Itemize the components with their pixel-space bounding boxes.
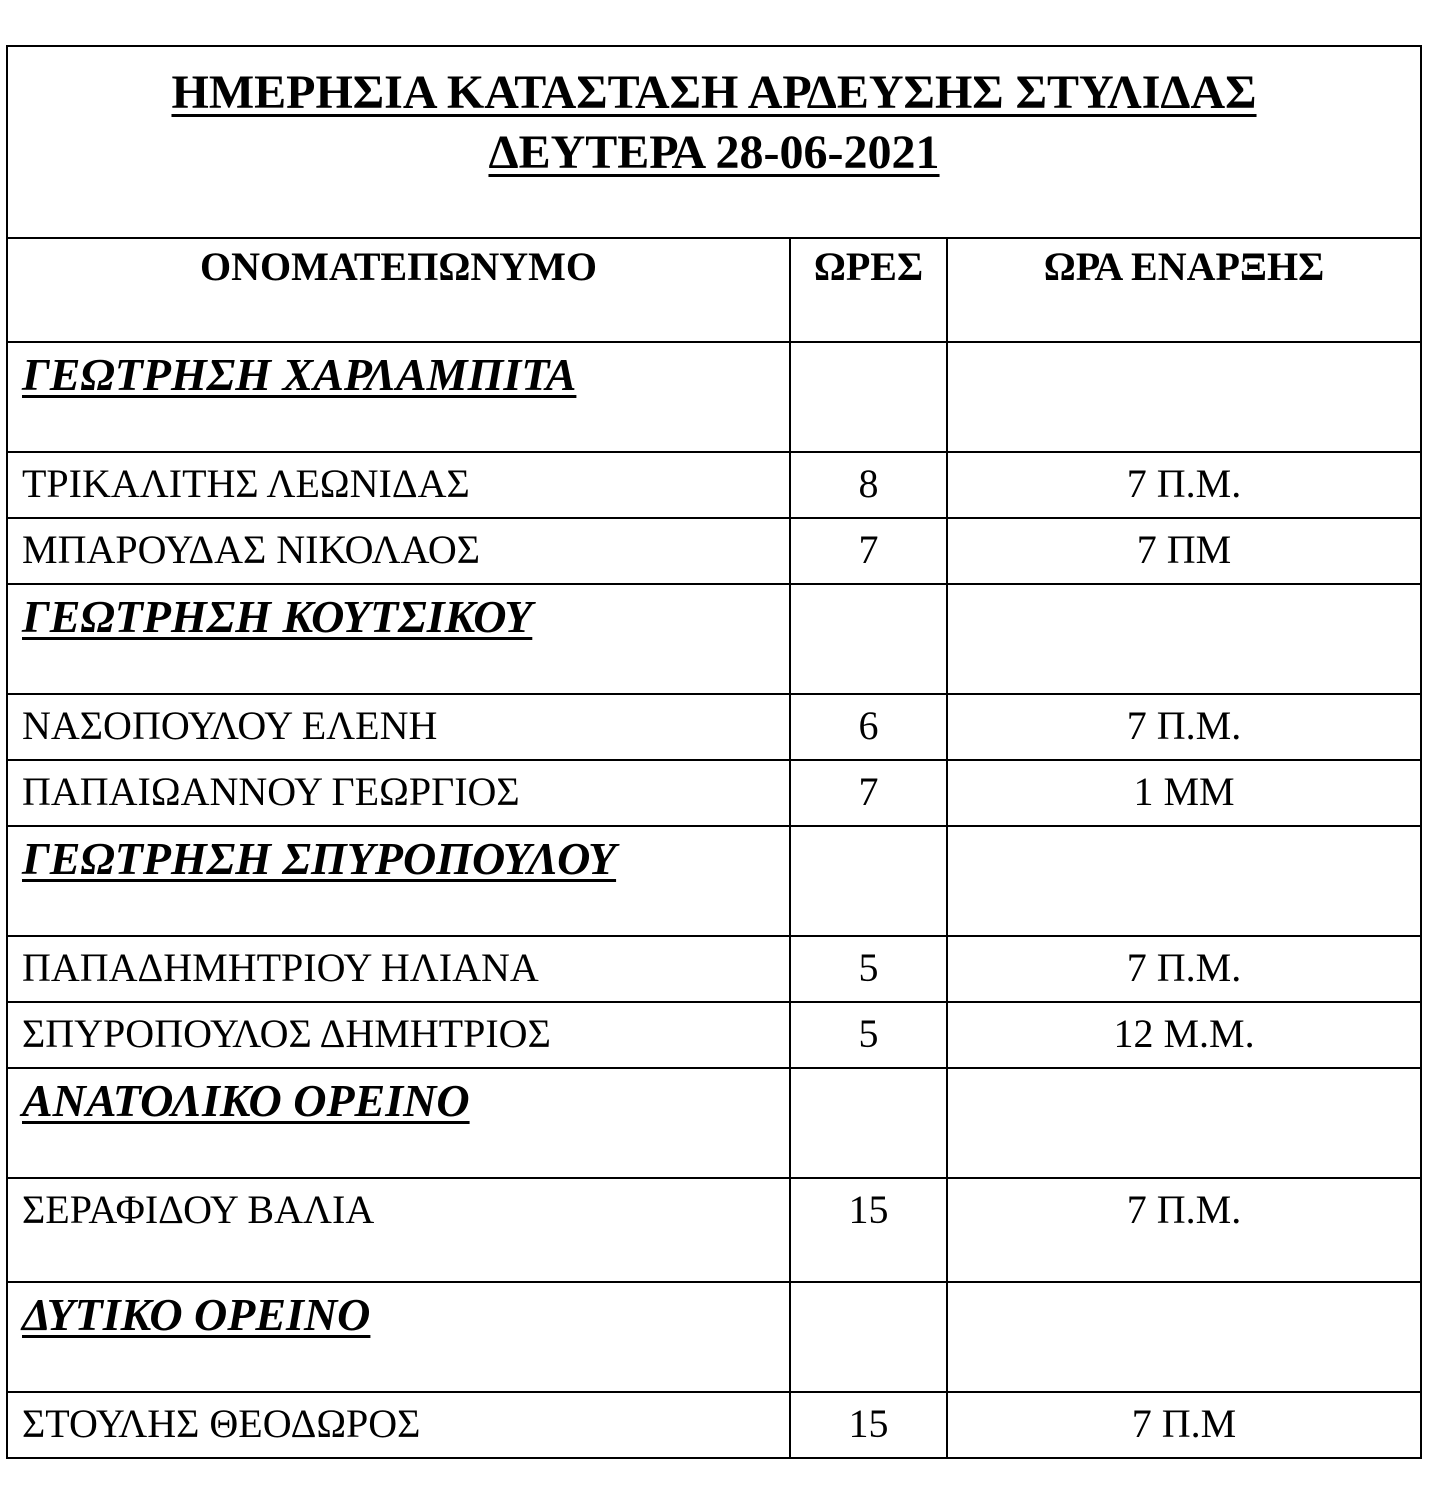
section-title: ΓΕΩΤΡΗΣΗ ΧΑΡΛΑΜΠΙΤΑ xyxy=(22,349,577,400)
section-title: ΓΕΩΤΡΗΣΗ ΣΠΥΡΟΠΟΥΛΟΥ xyxy=(22,833,617,884)
section-start-cell xyxy=(947,1068,1421,1178)
section-row xyxy=(7,1068,1421,1178)
start-time: 12 Μ.Μ. xyxy=(1113,1011,1255,1056)
start-time-cell xyxy=(947,936,1421,1002)
worker-name-cell xyxy=(7,518,790,584)
section-hours-cell xyxy=(790,1282,947,1392)
section-start-cell xyxy=(947,342,1421,452)
irrigation-hours: 8 xyxy=(858,461,879,506)
start-time-cell xyxy=(947,1002,1421,1068)
table-row xyxy=(7,694,1421,760)
irrigation-schedule-table xyxy=(6,45,1422,1459)
worker-name: ΜΠΑΡΟΥΔΑΣ ΝΙΚΟΛΑΟΣ xyxy=(22,527,480,572)
irrigation-hours: 7 xyxy=(858,527,879,572)
header-cell-start xyxy=(947,238,1421,342)
start-time-cell xyxy=(947,760,1421,826)
header-cell-hours xyxy=(790,238,947,342)
section-row xyxy=(7,1282,1421,1392)
section-title: ΓΕΩΤΡΗΣΗ ΚΟΥΤΣΙΚΟΥ xyxy=(22,591,533,642)
start-time-cell xyxy=(947,452,1421,518)
worker-name-cell xyxy=(7,936,790,1002)
worker-name-cell xyxy=(7,1178,790,1282)
irrigation-hours-cell xyxy=(790,936,947,1002)
start-time: 7 Π.Μ. xyxy=(1126,461,1242,506)
start-time-cell xyxy=(947,518,1421,584)
start-time: 7 Π.Μ. xyxy=(1126,1187,1242,1232)
worker-name: ΠΑΠΑΙΩΑΝΝΟΥ ΓΕΩΡΓΙΟΣ xyxy=(22,769,520,814)
start-time: 7 Π.Μ. xyxy=(1126,703,1242,748)
irrigation-hours-cell xyxy=(790,1002,947,1068)
header-start-time: ΩΡΑ ΕΝΑΡΞΗΣ xyxy=(1043,244,1325,289)
section-hours-cell xyxy=(790,584,947,694)
worker-name-cell xyxy=(7,694,790,760)
worker-name: ΣΕΡΑΦΙΔΟΥ ΒΑΛΙΑ xyxy=(22,1187,375,1232)
irrigation-hours-cell xyxy=(790,518,947,584)
section-title-cell xyxy=(7,1282,790,1392)
header-cell-name xyxy=(7,238,790,342)
table-row xyxy=(7,1392,1421,1458)
section-title-cell xyxy=(7,826,790,936)
irrigation-hours-cell xyxy=(790,760,947,826)
start-time: 7 Π.Μ xyxy=(1131,1401,1237,1446)
section-start-cell xyxy=(947,1282,1421,1392)
header-hours: ΩΡΕΣ xyxy=(813,244,924,289)
title-row xyxy=(7,46,1421,238)
irrigation-hours: 5 xyxy=(858,945,879,990)
irrigation-hours: 5 xyxy=(858,1011,879,1056)
irrigation-hours-cell xyxy=(790,452,947,518)
title-cell xyxy=(7,46,1421,238)
start-time: 7 Π.Μ. xyxy=(1126,945,1242,990)
start-time-cell xyxy=(947,1178,1421,1282)
worker-name: ΤΡΙΚΑΛΙΤΗΣ ΛΕΩΝΙΔΑΣ xyxy=(22,461,470,506)
section-row xyxy=(7,584,1421,694)
section-title-cell xyxy=(7,342,790,452)
section-title: ΑΝΑΤΟΛΙΚΟ ΟΡΕΙΝΟ xyxy=(22,1075,470,1126)
header-name: ΟΝΟΜΑΤΕΠΩΝΥΜΟ xyxy=(199,244,597,289)
table-row xyxy=(7,936,1421,1002)
worker-name: ΝΑΣΟΠΟΥΛΟΥ ΕΛΕΝΗ xyxy=(22,703,438,748)
irrigation-hours-cell xyxy=(790,1178,947,1282)
section-start-cell xyxy=(947,584,1421,694)
table-row xyxy=(7,1178,1421,1282)
document-date: ΔΕΥΤΕΡΑ 28-06-2021 xyxy=(488,126,940,179)
section-hours-cell xyxy=(790,826,947,936)
worker-name-cell xyxy=(7,1392,790,1458)
worker-name-cell xyxy=(7,1002,790,1068)
start-time: 7 ΠΜ xyxy=(1136,527,1232,572)
section-row xyxy=(7,342,1421,452)
table-row xyxy=(7,518,1421,584)
irrigation-hours-cell xyxy=(790,1392,947,1458)
irrigation-hours-cell xyxy=(790,694,947,760)
section-title-cell xyxy=(7,584,790,694)
worker-name: ΠΑΠΑΔΗΜΗΤΡΙΟΥ ΗΛΙΑΝΑ xyxy=(22,945,539,990)
header-row xyxy=(7,238,1421,342)
worker-name-cell xyxy=(7,452,790,518)
irrigation-hours: 6 xyxy=(858,703,879,748)
worker-name: ΣΠΥΡΟΠΟΥΛΟΣ ΔΗΜΗΤΡΙΟΣ xyxy=(22,1011,551,1056)
start-time: 1 ΜΜ xyxy=(1133,769,1235,814)
irrigation-hours: 15 xyxy=(848,1187,889,1232)
worker-name-cell xyxy=(7,760,790,826)
table-row xyxy=(7,760,1421,826)
table-row xyxy=(7,1002,1421,1068)
worker-name: ΣΤΟΥΛΗΣ ΘΕΟΔΩΡΟΣ xyxy=(22,1401,421,1446)
irrigation-hours: 15 xyxy=(848,1401,889,1446)
section-hours-cell xyxy=(790,1068,947,1178)
irrigation-hours: 7 xyxy=(858,769,879,814)
section-title-cell xyxy=(7,1068,790,1178)
document-title: ΗΜΕΡΗΣΙΑ ΚΑΤΑΣΤΑΣΗ ΑΡΔΕΥΣΗΣ ΣΤΥΛΙΔΑΣ xyxy=(171,66,1257,119)
start-time-cell xyxy=(947,694,1421,760)
section-start-cell xyxy=(947,826,1421,936)
start-time-cell xyxy=(947,1392,1421,1458)
section-row xyxy=(7,826,1421,936)
section-title: ΔΥΤΙΚΟ ΟΡΕΙΝΟ xyxy=(22,1289,371,1340)
section-hours-cell xyxy=(790,342,947,452)
table-row xyxy=(7,452,1421,518)
